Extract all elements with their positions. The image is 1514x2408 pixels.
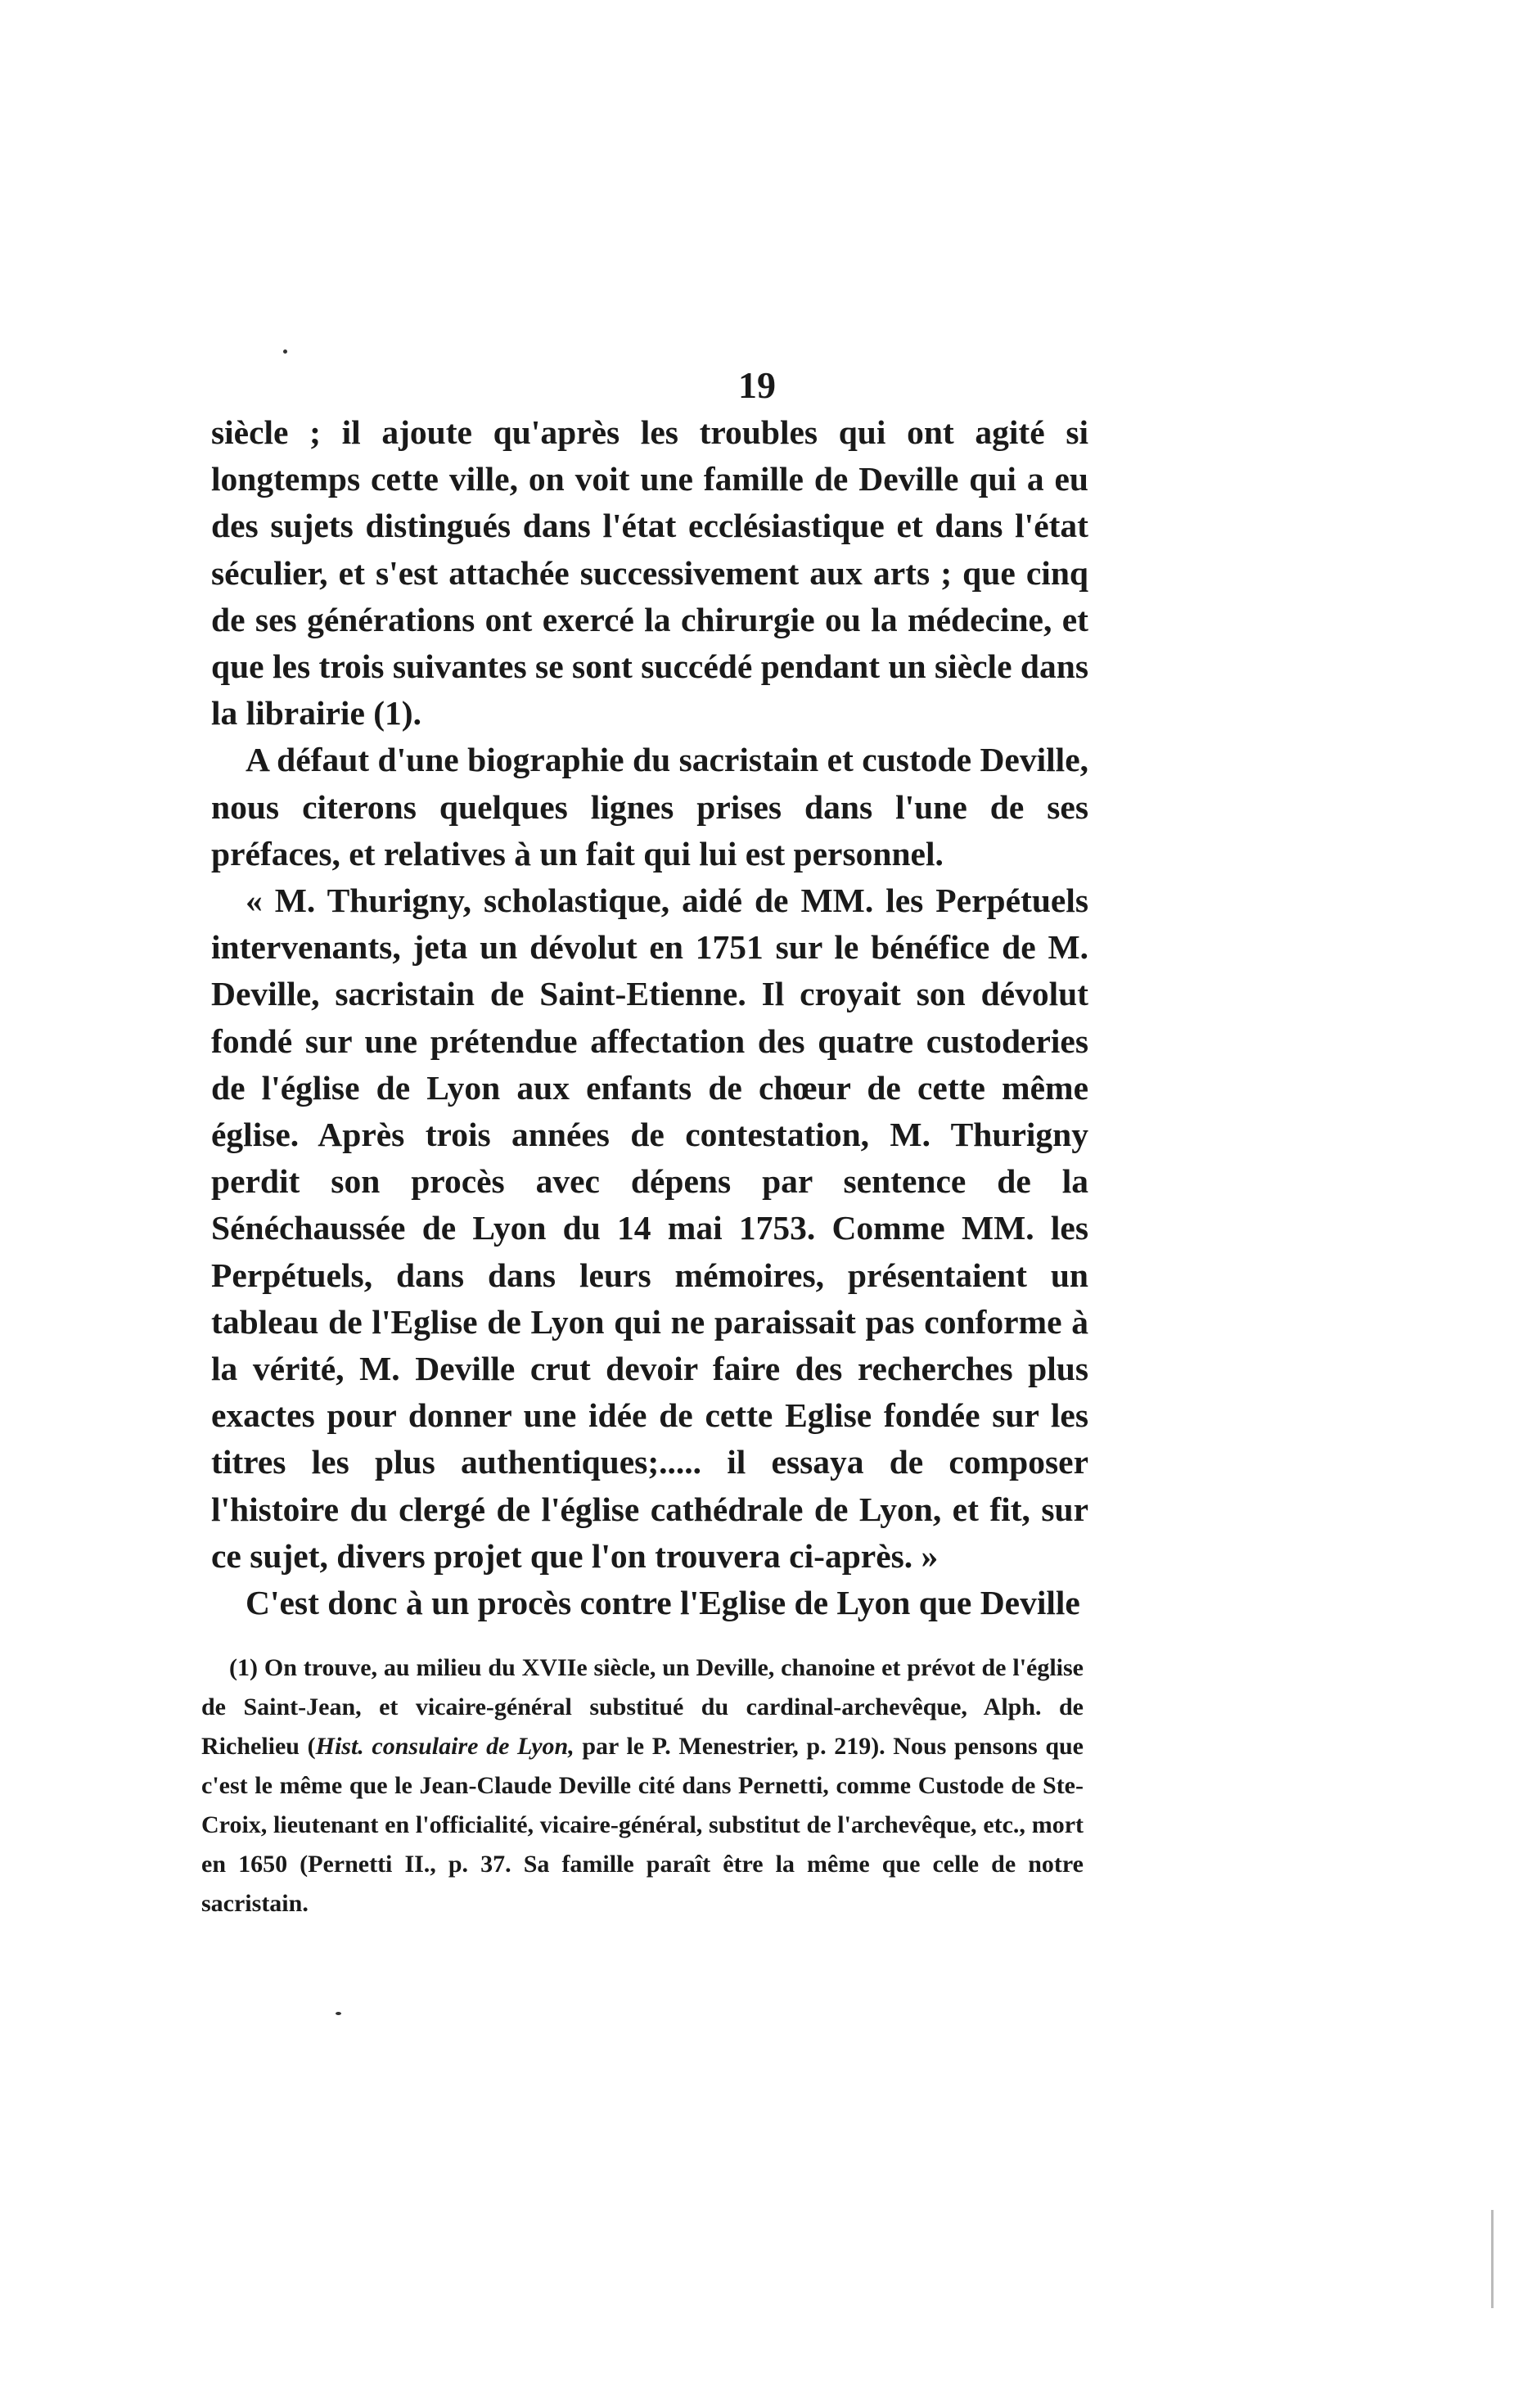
body-paragraph: « M. Thurigny, scholastique, aidé de MM. les Perpétuels intervenants, jeta un dévolut en 1751 sur le bénéfice de M. Deville, sacristain de Saint-Etienne. Il croyait son dévolut fondé sur une prétendue affectation des quatre custoderies de l'église de Lyon aux enfants de chœur de cette même église. Après trois années de contestation, M. Thurigny perdit son procès avec dépens par sentence de la Sénéchaussée de Lyon du 14 mai 1753. Comme MM. les Perpétuels, dans dans leurs mémoires, présentaient un tableau de l'Eglise de Lyon qui ne paraissait pas conforme à la vérité, M. Deville crut devoir faire des recherches plus exactes pour donner une idée de cette Eglise fondée sur les titres les plus authentiques;..... il essaya de composer l'histoire du clergé de l'église cathédrale de Lyon, et fit, sur ce sujet, divers projet que l'on trouvera ci-après. » <box>211 882 1088 1575</box>
footnote-citation: Hist. consulaire de Lyon, <box>315 1733 575 1760</box>
footnote <box>201 1648 1084 1923</box>
margin-mark <box>1491 2210 1494 2308</box>
body-paragraph: C'est donc à un procès contre l'Eglise de Lyon que Deville <box>246 1584 1080 1622</box>
page-number: 19 <box>738 364 776 406</box>
body-paragraph: A défaut d'une biographie du sacristain et custode Deville, nous citerons quelques lignes prises dans l'une de ses préfaces, et relatives à un fait qui lui est personnel. <box>211 741 1088 873</box>
footnote-text-part: (1) On trouve, au milieu du XVIIe siècle, un Deville, chanoine et prévot de l'église de Saint-Jean, et vicaire-général substitué du cardinal-archevêque, Alph. de Richelieu ( <box>201 1654 1084 1760</box>
main-text <box>211 409 1088 1626</box>
footnote-text-part: par le P. Menestrier, p. 219). Nous pensons que c'est le même que le Jean-Claude Deville cité dans Pernetti, comme Custode de Ste-Croix, lieutenant en l'officialité, vicaire-général, substitut de l'archevêque, etc., mort en 1650 (Pernetti II., p. 37. Sa famille paraît être la même que celle de notre sacristain. <box>201 1733 1084 1917</box>
footnote-text <box>201 1648 1084 1923</box>
body-paragraph: siècle ; il ajoute qu'après les troubles qui ont agité si longtemps cette ville, on voit une famille de Deville qui a eu des sujets distingués dans l'état ecclésiastique et dans l'état séculier, et s'est attachée successivement aux arts ; que cinq de ses générations ont exercé la chirurgie ou la médecine, et que les trois suivantes se sont succédé pendant un siècle dans la librairie (1). <box>211 413 1088 733</box>
ink-speck <box>336 2012 341 2015</box>
ink-speck <box>283 349 287 354</box>
